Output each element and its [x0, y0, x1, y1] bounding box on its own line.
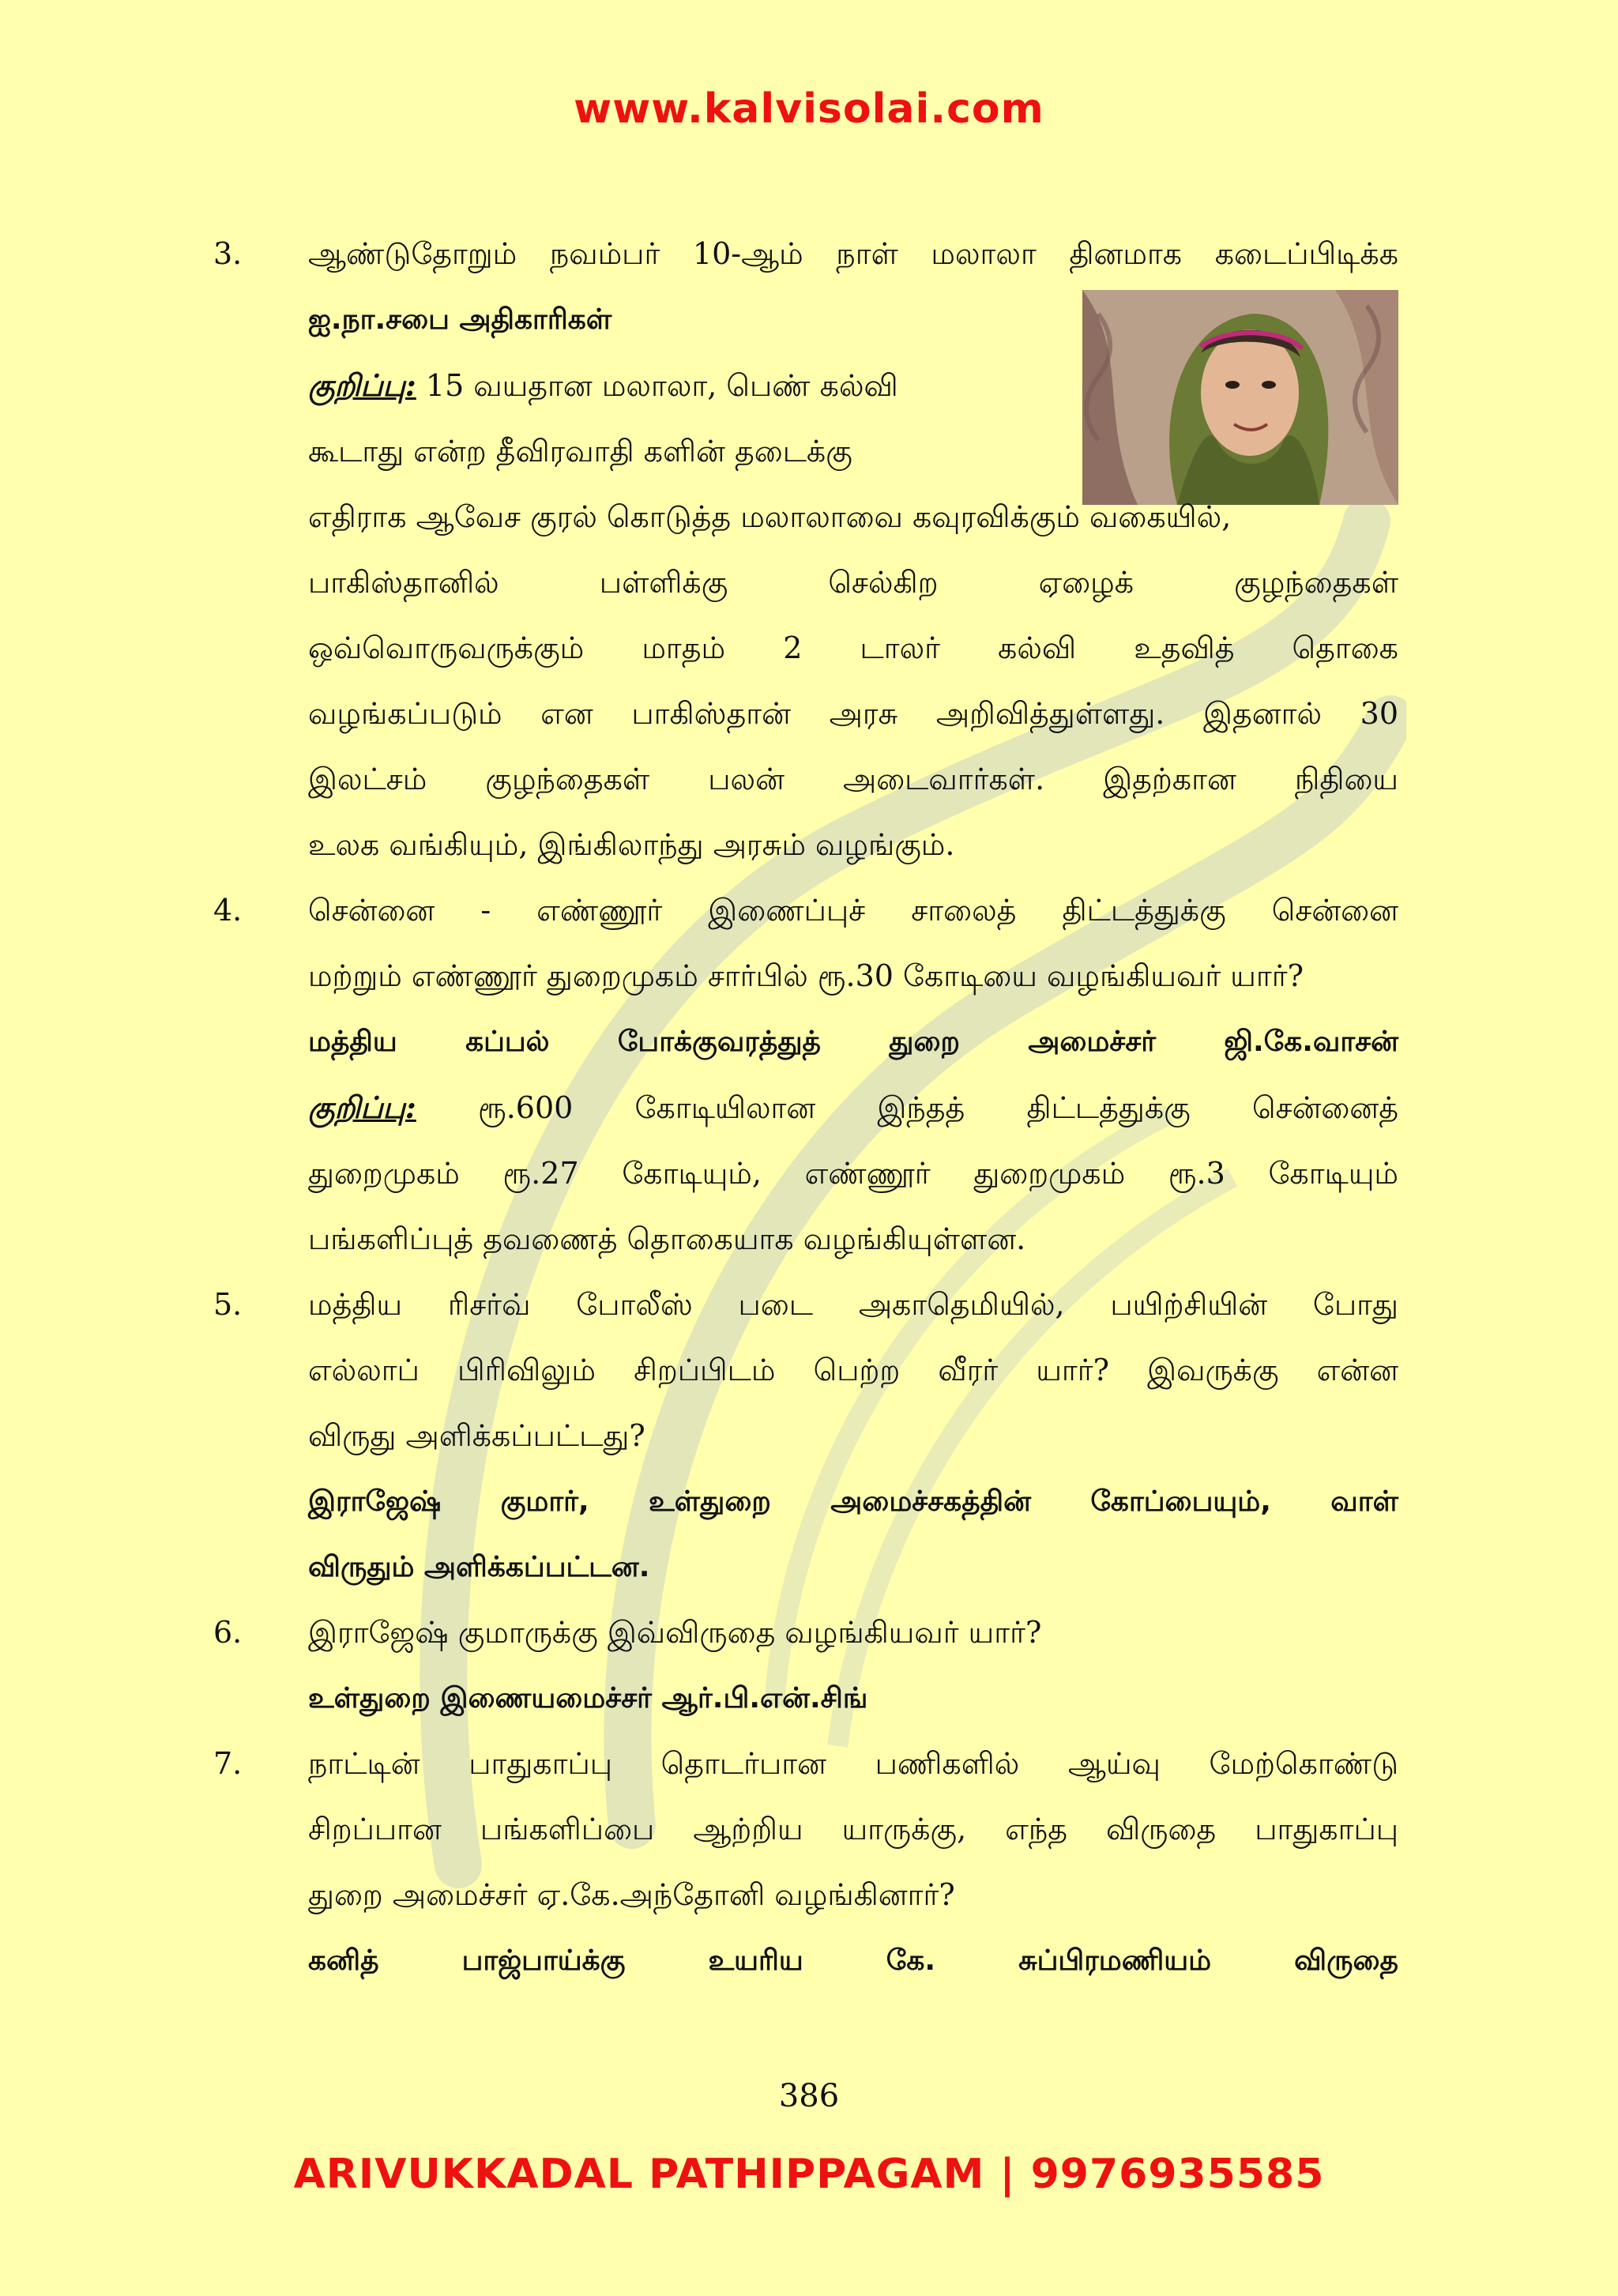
note-line: இலட்சம் குழந்தைகள் பலன் அடைவார்கள். இதற்கான நிதியை: [308, 762, 1398, 796]
note-line: குறிப்பு: ரூ.600 கோடியிலான இந்தத் திட்டத்துக்கு சென்னைத்: [308, 1090, 1398, 1125]
note-label: குறிப்பு:: [308, 1090, 416, 1125]
question-text: ஆண்டுதோறும் நவம்பர் 10-ஆம் நாள் மலாலா தினமாக கடைப்பிடிக்க: [308, 236, 1398, 271]
page-number: 386: [778, 2078, 840, 2114]
question-text: துறை அமைச்சர் ஏ.கே.அந்தோனி வழங்கினார்?: [308, 1877, 955, 1912]
answer-text: விருதும் அளிக்கப்பட்டன.: [308, 1551, 650, 1583]
question-text: மத்திய ரிசர்வ் போலீஸ் படை அகாதெமியில், பயிற்சியின் போது: [308, 1287, 1398, 1322]
note-line: பங்களிப்புத் தவணைத் தொகையாக வழங்கியுள்ளன.: [308, 1221, 1026, 1256]
content-area: [213, 221, 1398, 1993]
question-text: மற்றும் எண்ணூர் துறைமுகம் சார்பில் ரூ.30 கோடியை வழங்கியவர் யார்?: [308, 958, 1304, 993]
note-line: கூடாது என்ற தீவிரவாதி களின் தடைக்கு: [308, 434, 852, 469]
question-item: [213, 1731, 1398, 1993]
question-item: [213, 1272, 1398, 1600]
malala-photo: [1082, 290, 1398, 505]
site-url[interactable]: www.kalvisolai.com: [574, 85, 1044, 133]
note-line: குறிப்பு: 15 வயதான மலாலா, பெண் கல்வி: [308, 367, 898, 403]
answer-text: உள்துறை இணையமைச்சர் ஆர்.பி.என்.சிங்: [308, 1682, 868, 1714]
question-text: விருது அளிக்கப்பட்டது?: [308, 1418, 645, 1453]
note-line: ஒவ்வொருவருக்கும் மாதம் 2 டாலர் கல்வி உதவித் தொகை: [308, 630, 1398, 665]
answer-text: மத்திய கப்பல் போக்குவரத்துத் துறை அமைச்சர் ஜி.கே.வாசன்: [308, 1026, 1398, 1058]
question-text: சென்னை - எண்ணூர் இணைப்புச் சாலைத் திட்டத்துக்கு சென்னை: [308, 893, 1398, 928]
answer-text: கனித் பாஜ்பாய்க்கு உயரிய கே. சுப்பிரமணியம் விருதை: [308, 1944, 1398, 1977]
question-item: [213, 1600, 1398, 1731]
question-text: நாட்டின் பாதுகாப்பு தொடர்பான பணிகளில் ஆய்வு மேற்கொண்டு: [308, 1746, 1398, 1781]
question-number: 7.: [213, 1746, 243, 1781]
answer-text: இராஜேஷ் குமார், உள்துறை அமைச்சகத்தின் கோப்பையும், வாள்: [308, 1485, 1398, 1518]
question-text: சிறப்பான பங்களிப்பை ஆற்றிய யாருக்கு, எந்த விருதை பாதுகாப்பு: [308, 1812, 1398, 1846]
question-number: 5.: [213, 1287, 243, 1322]
question-item: [213, 221, 1398, 878]
question-text: இராஜேஷ் குமாருக்கு இவ்விருதை வழங்கியவர் யார்?: [308, 1615, 1042, 1650]
note-line: பாகிஸ்தானில் பள்ளிக்கு செல்கிற ஏழைக் குழந்தைகள்: [308, 565, 1398, 600]
question-item: [213, 878, 1398, 1272]
question-number: 3.: [213, 236, 243, 271]
note-line: துறைமுகம் ரூ.27 கோடியும், எண்ணூர் துறைமுகம் ரூ.3 கோடியும்: [308, 1156, 1398, 1191]
note-line: எதிராக ஆவேச குரல் கொடுத்த மலாலாவை கவுரவிக்கும் வகையில்,: [308, 499, 1232, 534]
note-label: குறிப்பு:: [308, 367, 416, 403]
question-number: 6.: [213, 1615, 243, 1650]
note-line: உலக வங்கியும், இங்கிலாந்து அரசும் வழங்கும்.: [308, 827, 955, 862]
answer-text: ஐ.நா.சபை அதிகாரிகள்: [308, 303, 612, 336]
question-text: எல்லாப் பிரிவிலும் சிறப்பிடம் பெற்ற வீரர் யார்? இவருக்கு என்ன: [308, 1353, 1398, 1387]
footer-publisher: ARIVUKKADAL PATHIPPAGAM | 9976935585: [293, 2151, 1325, 2198]
note-line: வழங்கப்படும் என பாகிஸ்தான் அரசு அறிவித்துள்ளது. இதனால் 30: [308, 696, 1398, 731]
question-number: 4.: [213, 893, 243, 928]
